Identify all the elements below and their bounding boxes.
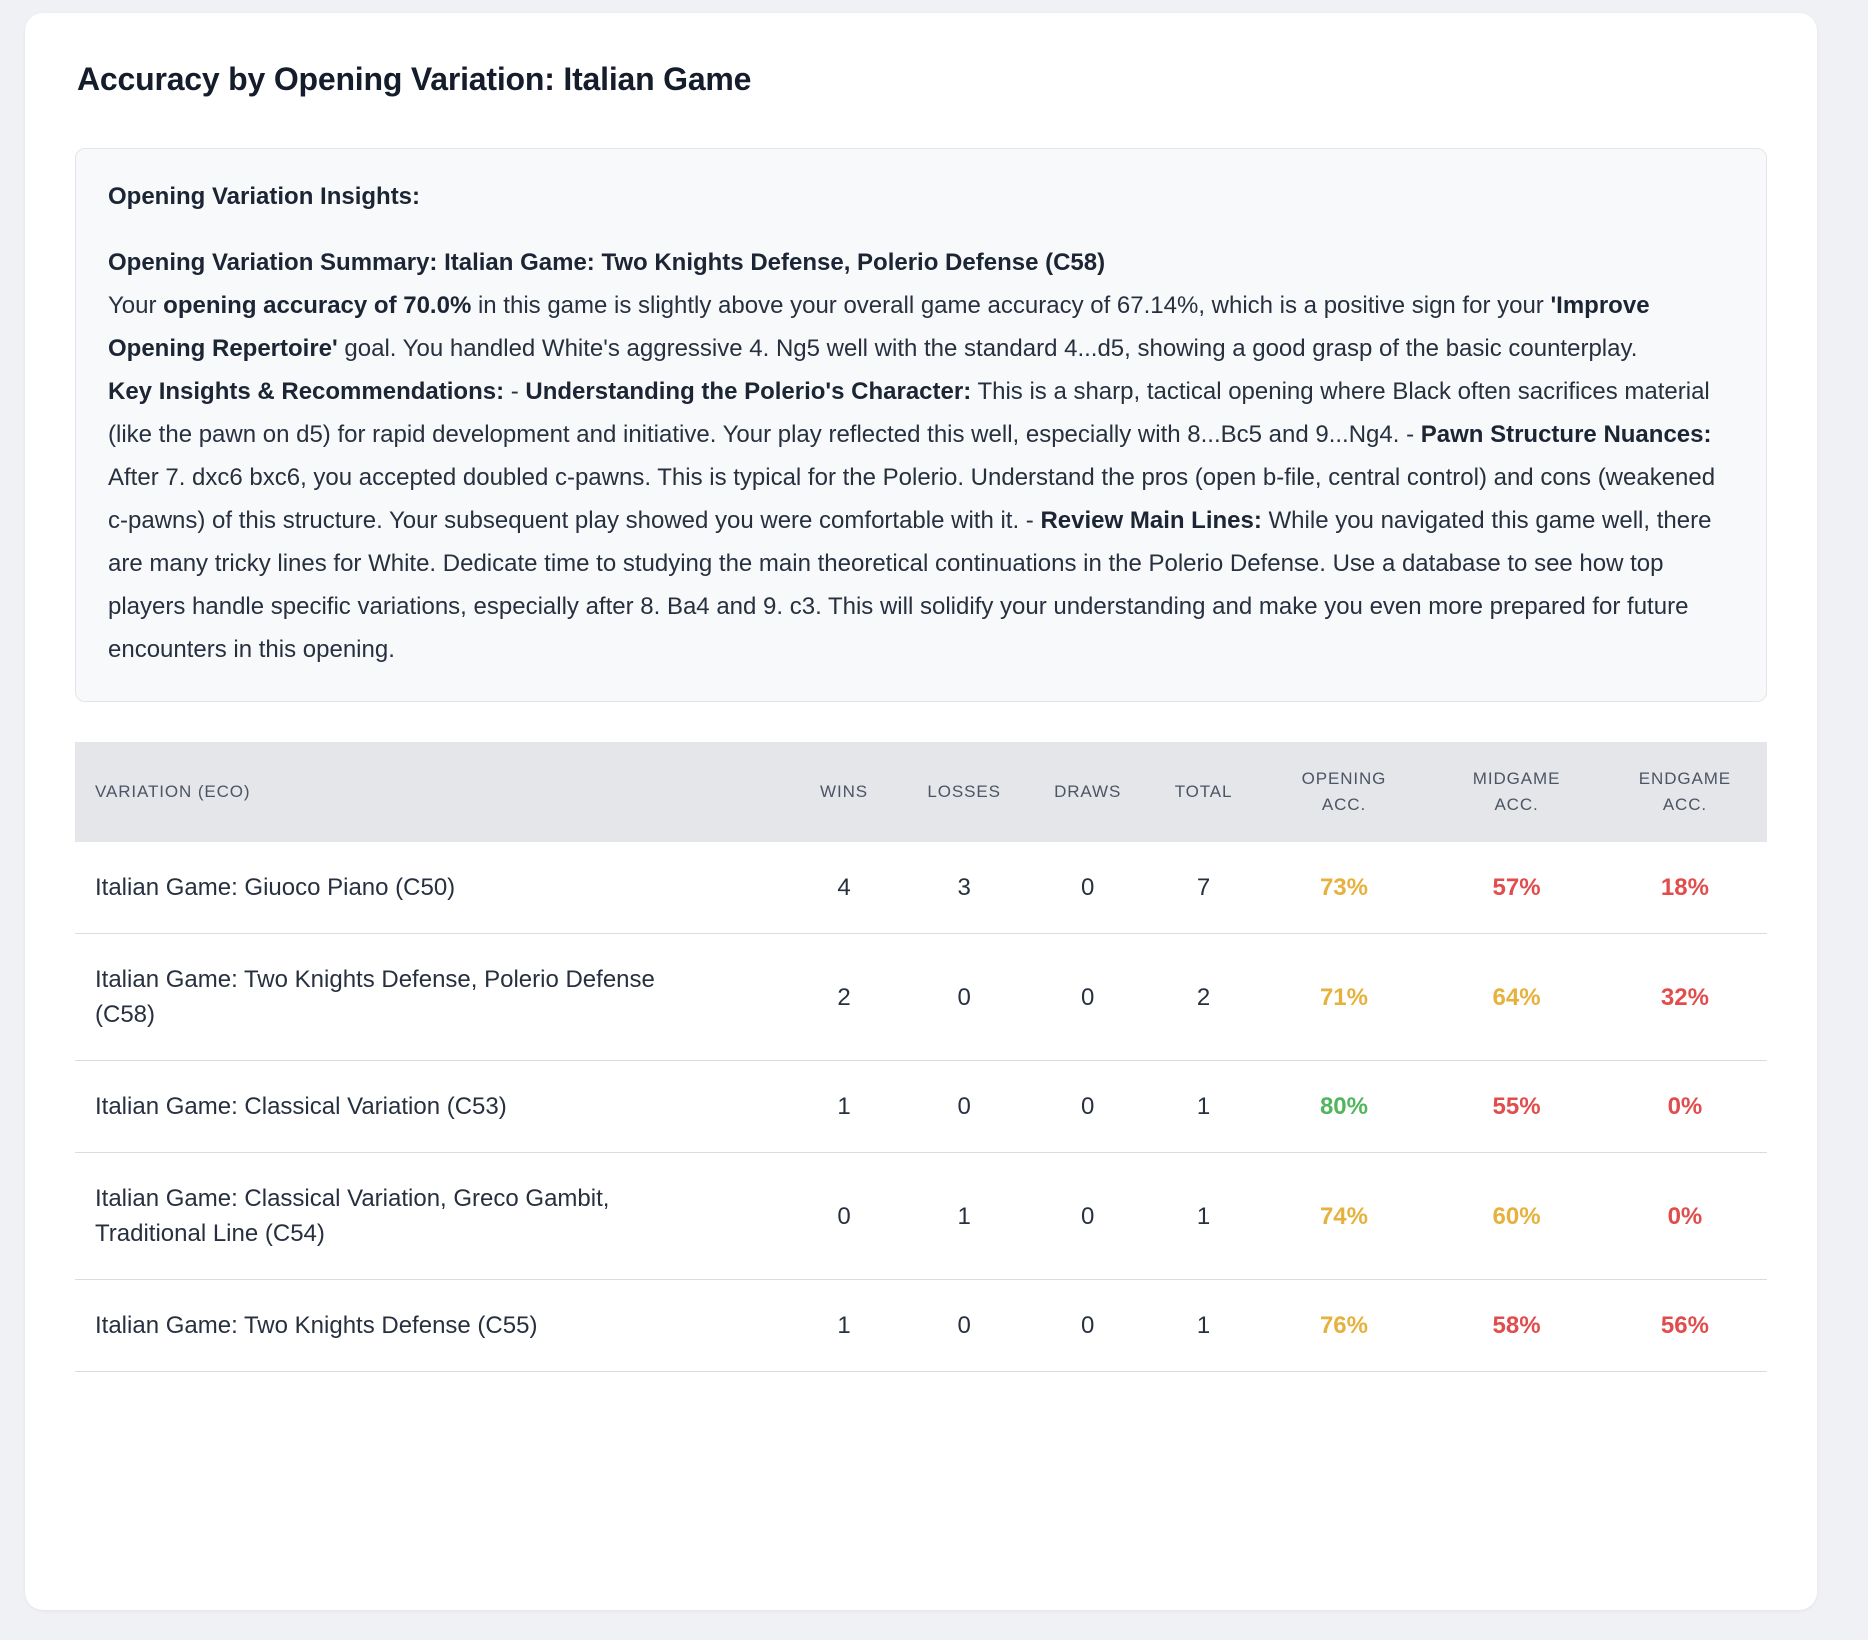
- midgame-acc-cell: 57%: [1430, 842, 1603, 934]
- table-row: [75, 842, 1767, 934]
- variation-cell: Italian Game: Classical Variation, Greco Gambit, Traditional Line (C54): [75, 1153, 786, 1280]
- draws-cell: 0: [1026, 934, 1150, 1061]
- total-cell: 2: [1149, 934, 1257, 1061]
- column-header-wins: WINS: [786, 742, 903, 842]
- table-row: [75, 1061, 1767, 1153]
- opening-acc-cell: 74%: [1258, 1153, 1431, 1280]
- wins-cell: 0: [786, 1153, 903, 1280]
- variation-cell: Italian Game: Giuoco Piano (C50): [75, 842, 786, 934]
- losses-cell: 0: [902, 1280, 1026, 1372]
- table-row: [75, 1280, 1767, 1372]
- opening-acc-cell: 71%: [1258, 934, 1431, 1061]
- endgame-acc-cell: 0%: [1603, 1061, 1767, 1153]
- variation-cell: Italian Game: Two Knights Defense (C55): [75, 1280, 786, 1372]
- losses-cell: 0: [902, 1061, 1026, 1153]
- draws-cell: 0: [1026, 1153, 1150, 1280]
- draws-cell: 0: [1026, 842, 1150, 934]
- midgame-acc-cell: 64%: [1430, 934, 1603, 1061]
- column-header-total: TOTAL: [1149, 742, 1257, 842]
- total-cell: 1: [1149, 1153, 1257, 1280]
- table-row: [75, 1153, 1767, 1280]
- total-cell: 1: [1149, 1061, 1257, 1153]
- column-header-midgame-acc: MIDGAME ACC.: [1430, 742, 1603, 842]
- losses-cell: 0: [902, 934, 1026, 1061]
- midgame-acc-cell: 55%: [1430, 1061, 1603, 1153]
- column-header-losses: LOSSES: [902, 742, 1026, 842]
- variation-cell: Italian Game: Classical Variation (C53): [75, 1061, 786, 1153]
- table-body: [75, 842, 1767, 1372]
- opening-acc-cell: 76%: [1258, 1280, 1431, 1372]
- total-cell: 1: [1149, 1280, 1257, 1372]
- losses-cell: 1: [902, 1153, 1026, 1280]
- wins-cell: 2: [786, 934, 903, 1061]
- midgame-acc-cell: 58%: [1430, 1280, 1603, 1372]
- report-card: [25, 13, 1817, 1610]
- opening-acc-cell: 73%: [1258, 842, 1431, 934]
- total-cell: 7: [1149, 842, 1257, 934]
- midgame-acc-cell: 60%: [1430, 1153, 1603, 1280]
- endgame-acc-cell: 0%: [1603, 1153, 1767, 1280]
- losses-cell: 3: [902, 842, 1026, 934]
- opening-acc-cell: 80%: [1258, 1061, 1431, 1153]
- endgame-acc-cell: 32%: [1603, 934, 1767, 1061]
- page-title: Accuracy by Opening Variation: Italian Game: [77, 61, 752, 97]
- column-header-draws: DRAWS: [1026, 742, 1150, 842]
- wins-cell: 4: [786, 842, 903, 934]
- variation-cell: Italian Game: Two Knights Defense, Polerio Defense (C58): [75, 934, 786, 1061]
- table-header-row: [75, 742, 1767, 842]
- insights-heading: Opening Variation Insights:: [108, 183, 421, 210]
- column-header-endgame-acc: ENDGAME ACC.: [1603, 742, 1767, 842]
- draws-cell: 0: [1026, 1280, 1150, 1372]
- endgame-acc-cell: 56%: [1603, 1280, 1767, 1372]
- endgame-acc-cell: 18%: [1603, 842, 1767, 934]
- wins-cell: 1: [786, 1280, 903, 1372]
- column-header-variation: VARIATION (ECO): [75, 742, 786, 842]
- insights-body: Opening Variation Summary: Italian Game: Two Knights Defense, Polerio Defense (C58) Your opening accuracy of 70.0% in this game is slightly above your overall game accuracy of 67.14%, which is a positive sign for your 'Improve Opening Repertoire' goal. You handled White's aggressive 4. Ng5 well with the standard 4...d5, showing a good grasp of the basic counterplay. Key Insights & Recommendations: - Understanding the Polerio's Character: This is a sharp, tactical opening where Black often sacrifices material (like the pawn on d5) for rapid development and initiative. Your play reflected this well, especially with 8...Bc5 and 9...Ng4. - Pawn Structure Nuances: After 7. dxc6 bxc6, you accepted doubled c-pawns. This is typical for the Polerio. Understand the pros (open b-file, central control) and cons (weakened c-pawns) of this structure. Your subsequent play showed you were comfortable with it. - Review Main Lines: While you navigated this game well, there are many tricky lines for White. Dedicate time to studying the main theoretical continuations in the Polerio Defense. Use a database to see how top players handle specific variations, especially after 8. Ba4 and 9. c3. This will solidify your understanding and make you even more prepared for future encounters in this opening.: [108, 249, 1716, 663]
- wins-cell: 1: [786, 1061, 903, 1153]
- insights-panel: [75, 148, 1767, 702]
- variation-stats-table: [75, 742, 1767, 1372]
- draws-cell: 0: [1026, 1061, 1150, 1153]
- column-header-opening-acc: OPENING ACC.: [1258, 742, 1431, 842]
- table-row: [75, 934, 1767, 1061]
